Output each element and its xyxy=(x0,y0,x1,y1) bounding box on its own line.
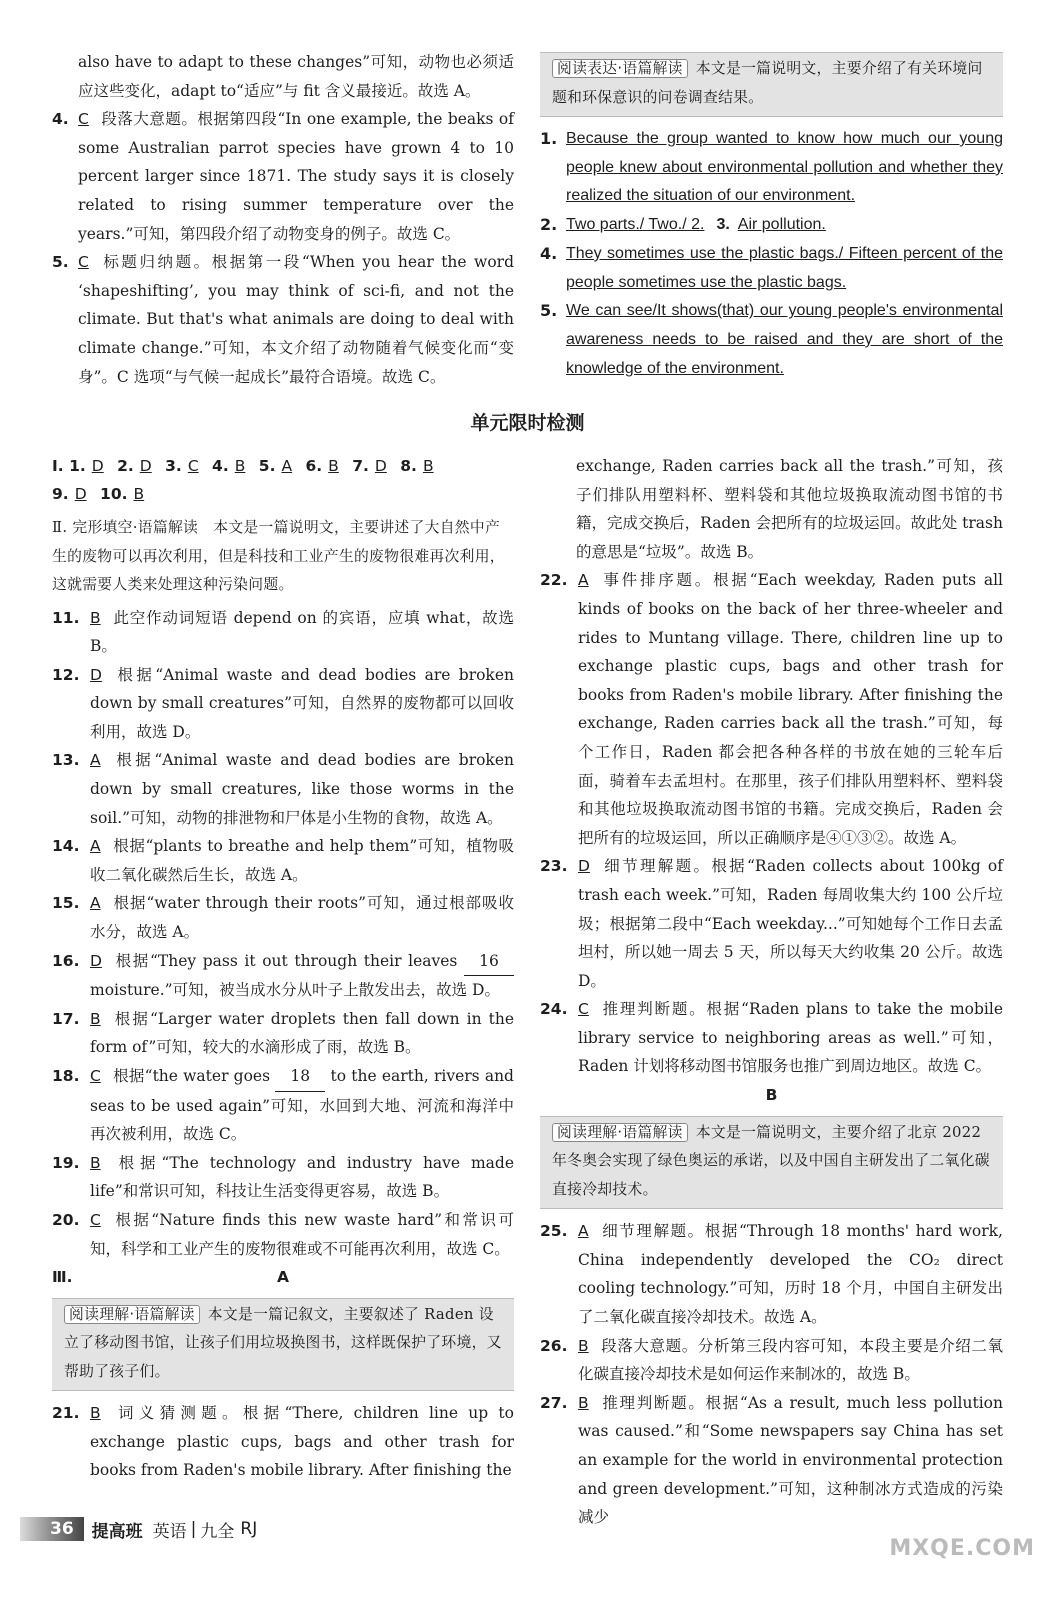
answer-item-22: 22. A 事件排序题。根据“Each weekday, Raden puts all kinds of books on the back of her three-wheeler and rides to Muntang village. There, children line up to exchange plastic cups, bags and other trash for books from Raden's mobile library. After finishing the exchange, Raden carries back all the trash.”可知，每个工作日，Raden 都会把各种各样的书放在她的三轮车后面，骑着车去孟坦村。在那里，孩子们排队用塑料杯、塑料袋和其他垃圾换取流动图书馆的书籍。完成交换后，Raden 会把所有的垃圾运回，所以正确顺序是④①③②。故选 A。 xyxy=(540,571,1003,847)
answer-item-21: 21. B 词义猜测题。根据“There, children line up to exchange plastic cups, bags and other trash for books from Raden's mobile library. After finishing the xyxy=(52,1404,514,1480)
answer-item-13: 13. A 根据“Animal waste and dead bodies are broken down by small creatures, like those worms in the soil.”可知，动物的排泄物和尸体是小生物的食物，故选 A。 xyxy=(52,751,514,827)
answer-letter: C xyxy=(78,253,89,272)
answer-item-20: 20. C 根据“Nature finds this new waste hard”和常识可知，科学和工业产生的废物很难或不可能再次利用，故选 C。 xyxy=(52,1210,514,1258)
grade: 九全 xyxy=(200,1521,235,1542)
subject: 英语 xyxy=(152,1521,187,1542)
expression-answer-5: 5. We can see/It shows(that) our young people's environmental awareness needs to be raised and they are short of the knowledge of the environment. xyxy=(540,297,1003,383)
right-top-block xyxy=(540,52,1003,383)
page-footer: 36 提高班 英语 | 九全 RJ xyxy=(20,1514,257,1544)
part3-header: Ⅲ. A xyxy=(52,1268,289,1287)
expression-answer-1: 1. Because the group wanted to know how much our young people knew about environmental pollution and whether they realized the situation of our environment. xyxy=(540,125,1003,211)
answer-text: Air pollution. xyxy=(737,216,826,234)
section-title: 单元限时检测 xyxy=(470,412,585,434)
answer-item-11: 11. B 此空作动词短语 depend on 的宾语，应填 what，故选 B。 xyxy=(52,608,514,656)
edition: RJ xyxy=(240,1519,258,1539)
passage-analysis-box xyxy=(540,52,1003,117)
answer-text: Because the group wanted to know how much our young people knew about environmental pollution and whether they realized the situation of our environment. xyxy=(566,130,1003,205)
continued-text: also have to adapt to these changes”可知，动物也必须适应这些变化，adapt to“适应”与 fit 含义最接近。故选 A。 xyxy=(78,53,514,100)
answer-letter: C xyxy=(78,110,89,129)
answer-item-18: 18. C 根据“the water goes 18 to the earth, rivers and seas to be used again”可知，水回到大地、河流和海洋中再次被利用，故选 C。 xyxy=(52,1062,514,1149)
answer-item-19: 19. B 根据“The technology and industry have made life”和常识可知，科技让生活变得更容易，故选 B。 xyxy=(52,1153,514,1201)
answer-item-26: 26. B 段落大意题。分析第三段内容可知，本段主要是介绍二氧化碳直接冷却技术是如何运作来制冰的，故选 B。 xyxy=(540,1336,1003,1384)
box-text: 本文是一篇说明文，主要介绍了有关环境问题和环保意识的问卷调查结果。 xyxy=(552,60,983,106)
subsection-letter-b: B xyxy=(765,1086,778,1105)
box-tag: 阅读表达·语篇解读 xyxy=(552,59,688,78)
blank-number: 16 xyxy=(464,947,514,977)
expression-answer-4: 4. They sometimes use the plastic bags./ Fifteen percent of the people sometimes use the plastic bags. xyxy=(540,240,1003,297)
item-21-continued: exchange, Raden carries back all the trash.”可知，孩子们排队用塑料杯、塑料袋和其他垃圾换取流动图书馆的书籍，完成交换后，Raden 会把所有的垃圾运回。故此处 trash 的意思是“垃圾”。故选 B。 xyxy=(576,457,1003,561)
answer-item-16: 16. D 根据“They pass it out through their leaves 16 moisture.”可知，被当成水分从叶子上散发出去，故选 D。 xyxy=(52,947,514,1005)
answer-item-17: 17. B 根据“Larger water droplets then fall down in the form of”可知，较大的水滴形成了雨，故选 B。 xyxy=(52,1009,514,1057)
passage-analysis-box-a: 阅读理解·语篇解读 本文是一篇记叙文，主要叙述了 Raden 设立了移动图书馆，让孩子们用垃圾换图书，这样既保护了环境，又帮助了孩子们。 xyxy=(52,1298,514,1392)
item-number: 4. xyxy=(52,110,69,129)
right-bottom-block xyxy=(540,452,1003,1532)
answer-item-5 xyxy=(52,248,514,391)
answer-item-25: 25. A 细节理解题。根据“Through 18 months' hard work, China independently developed the CO₂ direct cooling technology.”可知，历时 18 个月，中国自主研发出了二氧化碳直接冷却技术。故选 A。 xyxy=(540,1222,1003,1326)
answer-item-12: 12. D 根据“Animal waste and dead bodies are broken down by small creatures”可知，自然界的废物都可以回收利用，故选 D。 xyxy=(52,665,514,741)
explanation: 段落大意题。根据第四段“In one example, the beaks of some Australian parrot species have grown 4 to 10 percent larger since 1871. The study says it is closely related to rising summer temperature over the years.”可知，第四段介绍了动物变身的例子。故选 C。 xyxy=(78,110,514,243)
answer-text: We can see/It shows(that) our young people's environmental awareness needs to be raised and they are short of the knowledge of the environment. xyxy=(566,302,1003,377)
answer-item-24: 24. C 推理判断题。根据“Raden plans to take the mobile library service to neighboring areas as well.”可知，Raden 计划将移动图书馆服务也推广到周边地区。故选 C。 xyxy=(540,1000,1003,1076)
answer-item-27: 27. B 推理判断题。根据“As a result, much less pollution was caused.”和“Some newspapers say China has set an example for the world in environmental protection and green development.”可知，这种制冰方式造成的污染减少 xyxy=(540,1393,1003,1527)
answer-item-4 xyxy=(52,105,514,248)
blank-number: 18 xyxy=(275,1062,325,1092)
answer-text: Two parts./ Two./ 2. xyxy=(566,216,705,234)
left-top-block xyxy=(52,48,514,391)
left-bottom-block xyxy=(52,452,514,1485)
answer-item-14: 14. A 根据“plants to breathe and help them”可知，植物吸收二氧化碳然后生长，故选 A。 xyxy=(52,837,514,884)
answer-text: They sometimes use the plastic bags./ Fifteen percent of the people sometimes use the plastic bags. xyxy=(566,244,1003,291)
passage-analysis-box-b: 阅读理解·语篇解读 本文是一篇说明文，主要介绍了北京 2022 年冬奥会实现了绿色奥运的承诺，以及中国自主研发出了二氧化碳直接冷却技术。 xyxy=(540,1116,1003,1210)
answer-item-15: 15. A 根据“water through their roots”可知，通过根部吸收水分，故选 A。 xyxy=(52,894,514,942)
item-number: 5. xyxy=(52,253,69,272)
watermark-logo: MXQE.COM xyxy=(889,1536,1035,1561)
explanation: 标题归纳题。根据第一段“When you hear the word ‘shapeshifting’, you may think of sci-fi, and not the climate. But that's what animals are doing to deal with climate change.”可知，本文介绍了动物随着气候变化而“变身”。C 选项“与气候一起成长”最符合语境。故选 C。 xyxy=(78,253,514,386)
part2-analysis: Ⅱ. 完形填空·语篇解读 本文是一篇说明文，主要讲述了大自然中产生的废物可以再次利用，但是科技和工业产生的废物很难再次利用，这就需要人类来处理这种污染问题。 xyxy=(52,519,505,593)
series-name: 提高班 xyxy=(91,1521,143,1542)
answer-item-23: 23. D 细节理解题。根据“Raden collects about 100kg of trash each week.”可知，Raden 每周收集大约 100 公斤垃圾；根据第二段中“Each weekday...”可知她每个工作日去孟坦村，所以她一周去 5 天，所以每天大约收集 20 公斤。故选 D。 xyxy=(540,857,1003,990)
expression-answer-2-3: 2. Two parts./ Two./ 2. 3. Air pollution. xyxy=(540,211,1003,240)
part1-answers: Ⅰ. 1. D 2. D 3. C 4. B 5. A 6. B 7. D 8. B 9. D 10. B xyxy=(52,457,434,503)
page-number: 36 xyxy=(20,1517,84,1541)
